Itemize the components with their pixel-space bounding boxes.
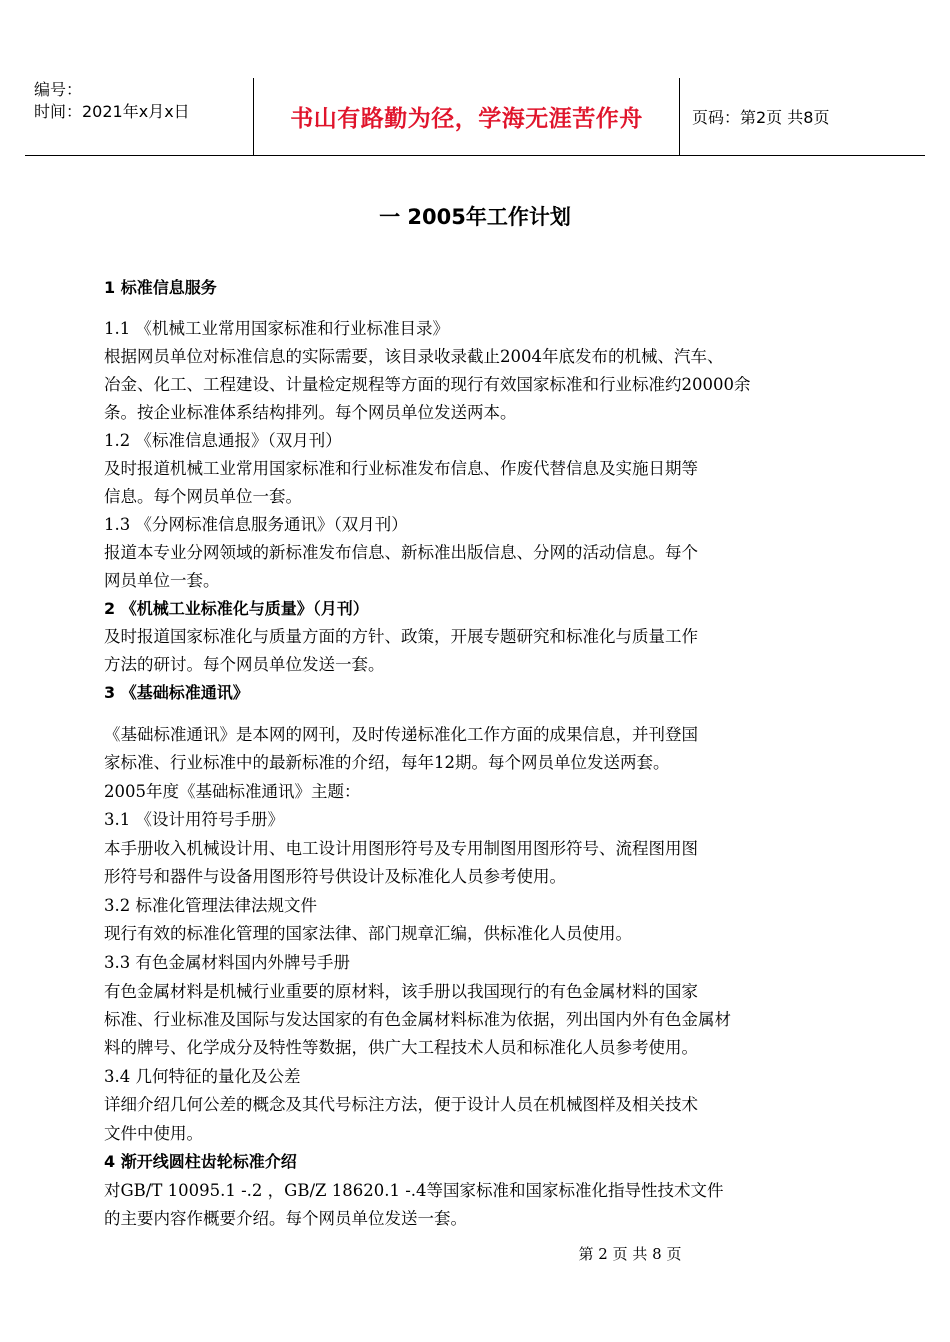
paragraph-line: 2005年度《基础标准通讯》主题： <box>104 782 361 801</box>
paragraph-line: 文件中使用。 <box>104 1124 203 1143</box>
paragraph-line: 料的牌号、化学成分及特性等数据，供广大工程技术人员和标准化人员参考使用。 <box>104 1038 698 1057</box>
subheading-3-1: 3.1 《设计用符号手册》 <box>104 810 284 829</box>
paragraph-line: 信息。每个网员单位一套。 <box>104 487 302 506</box>
paragraph-line: 及时报道国家标准化与质量方面的方针、政策，开展专题研究和标准化与质量工作 <box>104 627 698 646</box>
header-page-info: 页码：第2页 共8页 <box>692 108 830 127</box>
paragraph-line: 的主要内容作概要介绍。每个网员单位发送一套。 <box>104 1209 467 1228</box>
section-title: 一 2005年工作计划 <box>379 205 571 229</box>
paragraph-line: 报道本专业分网领域的新标准发布信息、新标准出版信息、分网的活动信息。每个 <box>104 543 698 562</box>
page-footer: 第 2 页 共 8 页 <box>578 1245 682 1263</box>
paragraph-line: 及时报道机械工业常用国家标准和行业标准发布信息、作废代替信息及实施日期等 <box>104 459 698 478</box>
page-header <box>25 78 925 156</box>
subheading-3-4: 3.4 几何特征的量化及公差 <box>104 1067 301 1086</box>
subheading-3-3: 3.3 有色金属材料国内外牌号手册 <box>104 953 350 972</box>
subheading-1-3: 1.3 《分网标准信息服务通讯》（双月刊） <box>104 515 408 534</box>
paragraph-line: 条。按企业标准体系结构排列。每个网员单位发送两本。 <box>104 403 517 422</box>
document-number-label: 编号： <box>34 80 83 99</box>
subheading-1-1: 1.1 《机械工业常用国家标准和行业标准目录》 <box>104 319 449 338</box>
heading-mechanical-standardization: 2 《机械工业标准化与质量》（月刊） <box>104 599 369 618</box>
heading-standard-info-service: 1 标准信息服务 <box>104 278 217 297</box>
paragraph-line: 标准、行业标准及国际与发达国家的有色金属材料标准为依据，列出国内外有色金属材 <box>104 1010 731 1029</box>
heading-basic-standards-newsletter: 3 《基础标准通讯》 <box>104 683 249 702</box>
header-motto: 书山有路勤为径，学海无涯苦作舟 <box>290 106 643 132</box>
document-time-label: 时间：2021年x月x日 <box>34 102 190 121</box>
paragraph-line: 根据网员单位对标准信息的实际需要，该目录收录截止2004年底发布的机械、汽车、 <box>104 347 724 366</box>
paragraph-line: 《基础标准通讯》是本网的网刊，及时传递标准化工作方面的成果信息，并刊登国 <box>104 725 698 744</box>
paragraph-line: 冶金、化工、工程建设、计量检定规程等方面的现行有效国家标准和行业标准约20000余 <box>104 375 751 394</box>
subheading-1-2: 1.2 《标准信息通报》（双月刊） <box>104 431 342 450</box>
paragraph-line: 详细介绍几何公差的概念及其代号标注方法，便于设计人员在机械图样及相关技术 <box>104 1095 698 1114</box>
paragraph-line: 形符号和器件与设备用图形符号供设计及标准化人员参考使用。 <box>104 867 566 886</box>
header-info-cell <box>25 78 254 155</box>
paragraph-line: 家标准、行业标准中的最新标准的介绍，每年12期。每个网员单位发送两套。 <box>104 753 670 772</box>
paragraph-line: 有色金属材料是机械行业重要的原材料，该手册以我国现行的有色金属材料的国家 <box>104 982 698 1001</box>
paragraph-line: 现行有效的标准化管理的国家法律、部门规章汇编，供标准化人员使用。 <box>104 924 632 943</box>
paragraph-line: 网员单位一套。 <box>104 571 220 590</box>
paragraph-line: 对GB/T 10095.1 -.2 ，GB/Z 18620.1 -.4等国家标准和国家标准化指导性技术文件 <box>104 1181 724 1200</box>
subheading-3-2: 3.2 标准化管理法律法规文件 <box>104 896 317 915</box>
paragraph-line: 本手册收入机械设计用、电工设计用图形符号及专用制图用图形符号、流程图用图 <box>104 839 698 858</box>
paragraph-line: 方法的研讨。每个网员单位发送一套。 <box>104 655 385 674</box>
heading-involute-gear-standard: 4 渐开线圆柱齿轮标准介绍 <box>104 1152 297 1171</box>
header-page-cell <box>680 78 925 155</box>
header-motto-cell <box>254 78 680 155</box>
